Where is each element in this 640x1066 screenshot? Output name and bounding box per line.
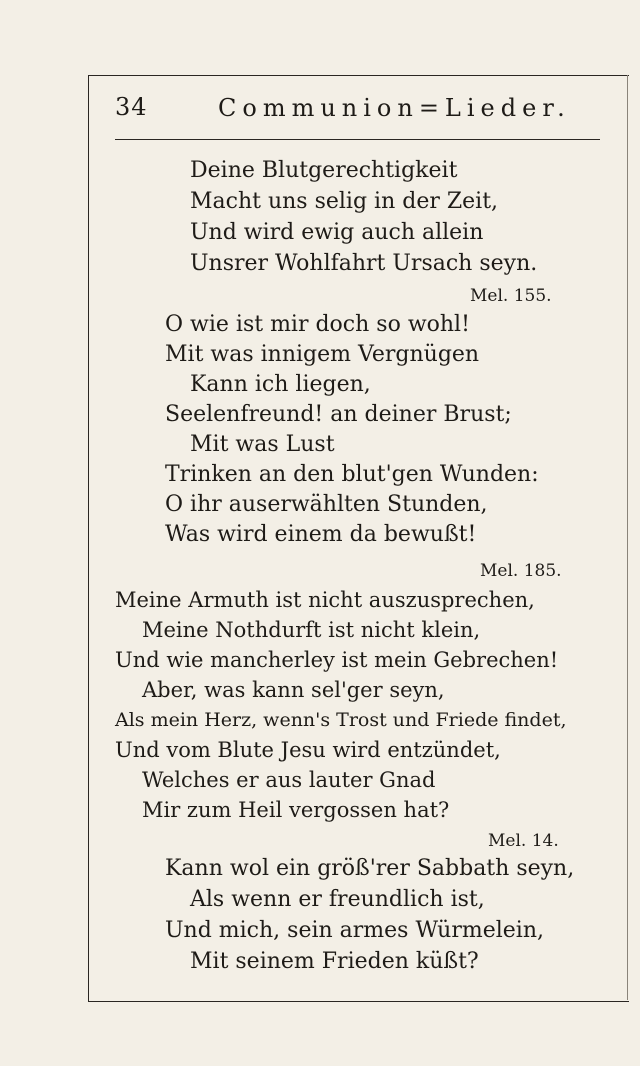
page-frame-right-edge bbox=[627, 75, 628, 1000]
verse-line: Und mich, sein armes Würmelein, bbox=[165, 918, 545, 943]
verse-line: Als wenn er freundlich ist, bbox=[190, 887, 485, 912]
verse-line: Kann ich liegen, bbox=[190, 372, 371, 397]
running-head: Communion=Lieder. bbox=[218, 94, 571, 122]
verse-line: Seelenfreund! an deiner Brust; bbox=[165, 402, 512, 427]
verse-line: Und vom Blute Jesu wird entzündet, bbox=[115, 738, 501, 762]
verse-line: Deine Blutgerechtigkeit bbox=[190, 158, 458, 183]
verse-line: O wie ist mir doch so wohl! bbox=[165, 312, 470, 337]
verse-line: Was wird einem da bewußt! bbox=[165, 522, 477, 547]
verse-line: Aber, was kann sel'ger seyn, bbox=[142, 678, 445, 702]
verse-line: Mit was Lust bbox=[190, 432, 335, 457]
verse-line: O ihr auserwählten Stunden, bbox=[165, 492, 488, 517]
melody-reference: Mel. 14. bbox=[488, 831, 559, 851]
melody-reference: Mel. 185. bbox=[480, 561, 562, 581]
page-number: 34 bbox=[115, 93, 148, 121]
verse-line: Mit was innigem Vergnügen bbox=[165, 342, 480, 367]
verse-line: Welches er aus lauter Gnad bbox=[142, 768, 436, 792]
header-rule bbox=[115, 139, 600, 140]
verse-line: Trinken an den blut'gen Wunden: bbox=[165, 462, 539, 487]
verse-line: Meine Armuth ist nicht auszusprechen, bbox=[115, 588, 535, 612]
verse-line: Meine Nothdurft ist nicht klein, bbox=[142, 618, 481, 642]
verse-line: Unsrer Wohlfahrt Ursach seyn. bbox=[190, 251, 538, 276]
verse-line: Und wie mancherley ist mein Gebrechen! bbox=[115, 648, 559, 672]
melody-reference: Mel. 155. bbox=[470, 286, 552, 306]
verse-line: Als mein Herz, wenn's Trost und Friede findet, bbox=[115, 709, 567, 731]
verse-line: Und wird ewig auch allein bbox=[190, 220, 484, 245]
verse-line: Mir zum Heil vergossen hat? bbox=[142, 798, 450, 822]
verse-line: Mit seinem Frieden küßt? bbox=[190, 949, 479, 974]
verse-line: Macht uns selig in der Zeit, bbox=[190, 189, 499, 214]
verse-line: Kann wol ein größ'rer Sabbath seyn, bbox=[165, 856, 575, 881]
